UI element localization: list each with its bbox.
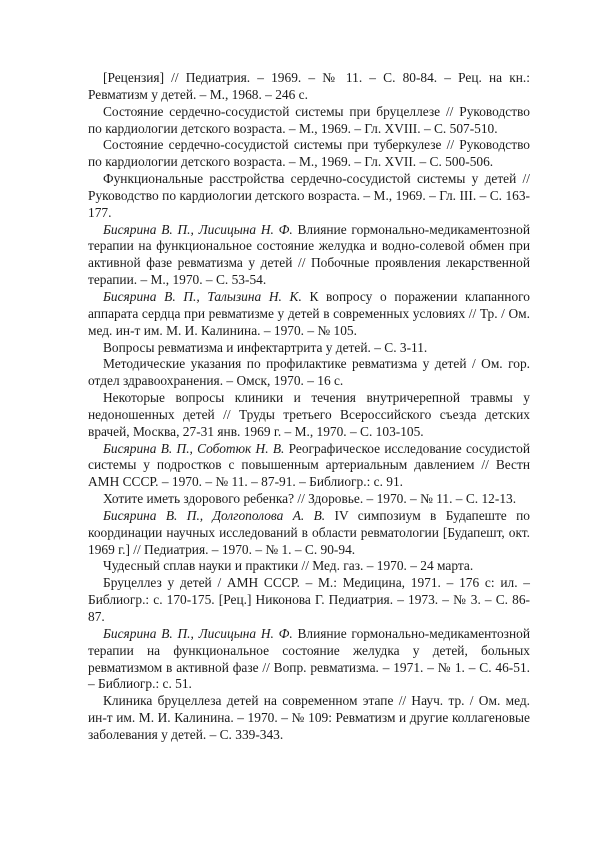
entry-text: Состояние сердечно-сосудистой системы при туберкулезе // Руководство по кардиологии детского возраста. – М., 1969. – Гл. XVII. – С. 500-506. [88, 137, 530, 170]
bibliography-entry [88, 137, 530, 171]
bibliography-entry [88, 626, 530, 693]
entry-text: IV симпозиум в Будапеште по координации научных исследований в области ревматологии [Будапешт, окт. 1969 г.] // Педиатрия. – 1970. – № 1. – С. 90-94. [88, 507, 530, 557]
entry-text: Влияние гормонально-медикаментозной терапии на функциональное состояние желудка у детей, больных ревматизмом в активной фазе // Вопр. ревматизма. – 1971. – № 1. – С. 46-51. – Библиогр.: с. 51. [88, 625, 530, 692]
bibliography-entry [88, 693, 530, 744]
entry-text: Хотите иметь здорового ребенка? // Здоровье. – 1970. – № 11. – С. 12-13. [103, 491, 517, 507]
bibliography-entry [88, 70, 530, 104]
bibliography-entry [88, 340, 530, 357]
entry-text: Функциональные расстройства сердечно-сосудистой системы у детей // Руководство по кардиологии детского возраста. – М., 1969. – Гл. III. – С. 163-177. [88, 171, 530, 220]
bibliography-entry [88, 171, 530, 222]
bibliography-entry [88, 104, 530, 138]
entry-text: Методические указания по профилактике ревматизма у детей / Ом. гор. отдел здравоохранения. – Омск, 1970. – 16 с. [88, 356, 530, 389]
entry-authors: Бисярина В. П., Соботюк Н. В. [103, 440, 285, 456]
entry-text: Некоторые вопросы клиники и течения внутричерепной травмы у недоношенных детей // Труды третьего Всероссийского съезда детских врачей, Москва, 27-31 янв. 1969 г. – М., 1970. – С. 103-105. [88, 390, 530, 439]
bibliography-entry [88, 575, 530, 626]
bibliography-entry [88, 289, 530, 340]
entry-text: Вопросы ревматизма и инфектартрита у детей. – С. 3-11. [103, 339, 428, 355]
bibliography-entry [88, 508, 530, 559]
entry-text: [Рецензия] // Педиатрия. – 1969. – № 11. – С. 80-84. – Рец. на кн.: Ревматизм у детей. – М., 1968. – 246 с. [88, 70, 530, 102]
bibliography-entry [88, 222, 530, 289]
bibliography-entry [88, 390, 530, 441]
bibliography-entry [88, 491, 530, 508]
entry-authors: Бисярина В. П., Долгополова А. В. [103, 507, 326, 523]
entry-text: Бруцеллез у детей / АМН СССР. – М.: Медицина, 1971. – 176 с: ил. – Библиогр.: с. 170-175. [Рец.] Никонова Г. Педиатрия. – 1973. – № 3. – С. 86-87. [88, 575, 530, 624]
entry-authors: Бисярина В. П., Лисицына Н. Ф. [103, 625, 293, 641]
bibliography-entry [88, 441, 530, 492]
entry-text: Влияние гормонально-медикаментозной терапии на функциональное состояние желудка и водно-солевой обмен при активной фазе ревматизма у детей // Побочные проявления лекарственной терапии. – М., 1970. – С. 53-54. [88, 221, 530, 288]
entry-text: Состояние сердечно-сосудистой системы при бруцеллезе // Руководство по кардиологии детского возраста. – М., 1969. – Гл. XVIII. – С. 507-510. [88, 103, 530, 136]
bibliography-page [88, 70, 530, 744]
entry-authors: Бисярина В. П., Талызина Н. К. [103, 288, 302, 304]
bibliography-entry [88, 356, 530, 390]
entry-authors: Бисярина В. П., Лисицына Н. Ф. [103, 221, 293, 237]
entry-text: Клиника бруцеллеза детей на современном этапе // Науч. тр. / Ом. мед. ин-т им. М. И. Калинина. – 1970. – № 109: Ревматизм и другие коллагеновые заболевания у детей. – С. 339-343. [88, 693, 530, 742]
bibliography-entry [88, 558, 530, 575]
entry-text: Чудесный сплав науки и практики // Мед. газ. – 1970. – 24 марта. [103, 558, 474, 574]
entry-text: К вопросу о поражении клапанного аппарата сердца при ревматизме у детей в современных условиях // Тр. / Ом. мед. ин-т им. М. И. Калинина. – 1970. – № 105. [88, 288, 530, 338]
entry-text: Реографическое исследование сосудистой системы у подростков с повышенным артериальным давлением // Вестн АМН СССР. – 1970. – № 11. – 87-91. – Библиогр.: с. 91. [88, 440, 530, 490]
